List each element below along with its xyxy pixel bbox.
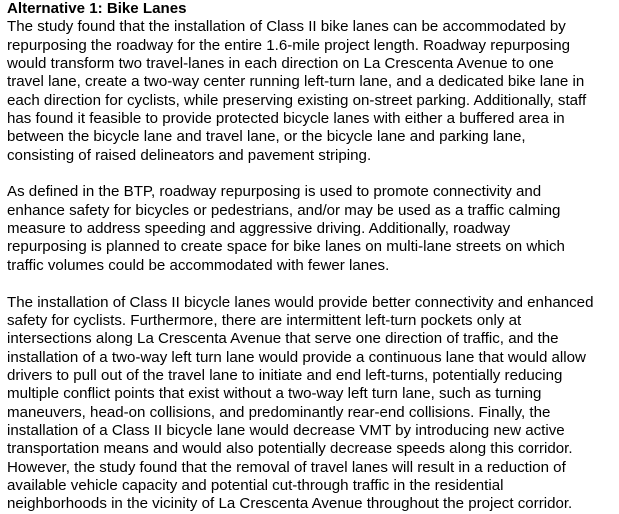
paragraph-line: neighborhoods in the vicinity of La Crescenta Avenue throughout the project corridor. (7, 495, 573, 513)
paragraph-line: travel lane, create a two-way center running left-turn lane, and a dedicated bike lane in (7, 73, 585, 91)
paragraph-line: repurposing is planned to create space for bike lanes on multi-lane streets on which (7, 238, 565, 256)
paragraph-line: enhance safety for bicycles or pedestrians, and/or may be used as a traffic calming (7, 201, 561, 219)
paragraph-spacer (7, 165, 613, 183)
paragraph-line: consisting of raised delineators and pavement striping. (7, 146, 372, 164)
paragraph-line: multiple conflict points that exist without a two-way left turn lane, such as turning (7, 385, 542, 403)
paragraph-line: The installation of Class II bicycle lanes would provide better connectivity and enhanced (7, 293, 594, 311)
paragraph-line: between the bicycle lane and travel lane, or the bicycle lane and parking lane, (7, 128, 526, 146)
paragraph-1 (7, 18, 613, 165)
paragraph-line: safety for cyclists. Furthermore, there are intermittent left-turn pockets only at (7, 311, 522, 329)
paragraph-line: repurposing the roadway for the entire 1.6-mile project length. Roadway repurposing (7, 36, 570, 54)
paragraph-line: has found it feasible to provide protected bicycle lanes with either a buffered area in (7, 110, 565, 128)
section-heading: Alternative 1: Bike Lanes (7, 0, 187, 17)
paragraph-line: each direction for cyclists, while preserving existing on-street parking. Additionally, staff (7, 91, 587, 109)
paragraph-line: However, the study found that the removal of travel lanes will result in a reduction of (7, 458, 566, 476)
paragraph-line: The study found that the installation of Class II bike lanes can be accommodated by (7, 18, 566, 36)
paragraph-line: traffic volumes could be accommodated with fewer lanes. (7, 256, 390, 274)
paragraph-3 (7, 294, 613, 514)
paragraph-spacer (7, 275, 613, 293)
paragraph-line: measure to address speeding and aggressive driving. Additionally, roadway (7, 220, 511, 238)
paragraph-line: installation of a two-way left turn lane would provide a continuous lane that would allow (7, 348, 586, 366)
paragraph-line: transportation means and would also potentially decrease speeds along this corridor. (7, 440, 573, 458)
paragraph-line: drivers to pull out of the travel lane to initiate and end left-turns, potentially reducing (7, 366, 563, 384)
paragraph-line: would transform two travel-lanes in each direction on La Crescenta Avenue to one (7, 55, 554, 73)
paragraph-line: installation of a Class II bicycle lane would decrease VMT by introducing new active (7, 421, 565, 439)
paragraph-line: As defined in the BTP, roadway repurposing is used to promote connectivity and (7, 183, 542, 201)
document-body (7, 0, 613, 514)
paragraph-line: maneuvers, head-on collisions, and predominantly rear-end collisions. Finally, the (7, 403, 551, 421)
paragraph-line: intersections along La Crescenta Avenue that serve one direction of traffic, and the (7, 330, 559, 348)
paragraph-line: available vehicle capacity and potential cut-through traffic in the residential (7, 476, 504, 494)
paragraph-2 (7, 183, 613, 275)
